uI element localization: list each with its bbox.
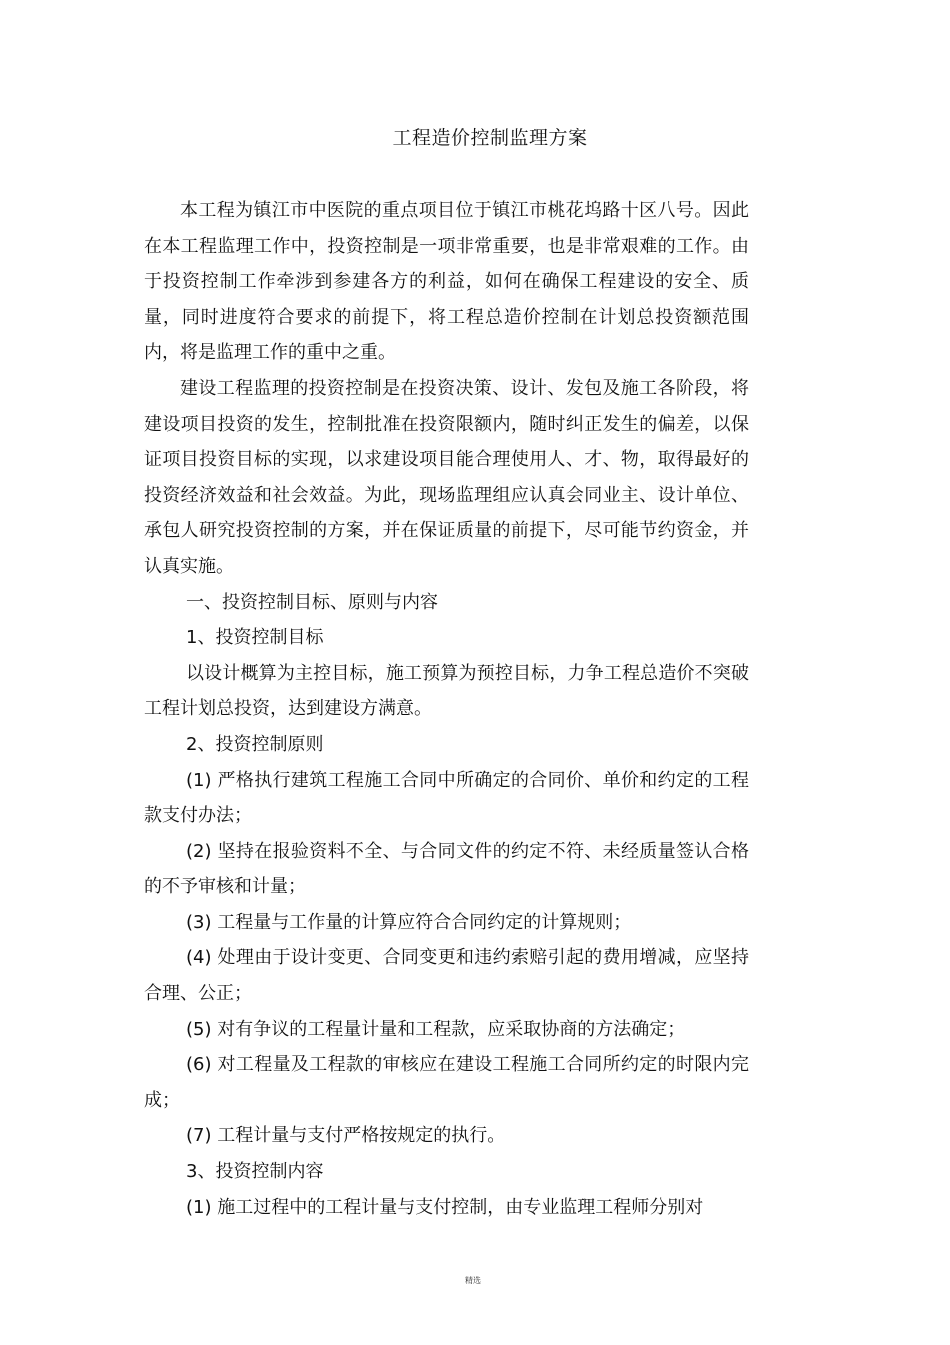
paragraph-target: 以设计概算为主控目标，施工预算为预控目标，力争工程总造价不突破工程计划总投资，达到建设方满意。 bbox=[144, 662, 749, 720]
section-heading-1: 一、投资控制目标、原则与内容 bbox=[186, 591, 438, 613]
paragraph-intro: 本工程为镇江市中医院的重点项目位于镇江市桃花坞路十区八号。因此在本工程监理工作中，投资控制是一项非常重要，也是非常艰难的工作。由于投资控制工作牵涉到参建各方的利益，如何在确保工程建设的安全、质量，同时进度符合要求的前提下，将工程总造价控制在计划总投资额范围内，将是监理工作的重中之重。 bbox=[144, 200, 749, 364]
subsection-heading-target: 1、投资控制目标 bbox=[186, 627, 324, 649]
principle-item-6: (6) 对工程量及工程款的审核应在建设工程施工合同所约定的时限内完成； bbox=[144, 1054, 749, 1111]
document-title: 工程造价控制监理方案 bbox=[392, 127, 588, 149]
principle-item-2: (2) 坚持在报验资料不全、与合同文件的约定不符、未经质量签认合格的不予审核和计量； bbox=[144, 840, 749, 898]
paragraph-definition: 建设工程监理的投资控制是在投资决策、设计、发包及施工各阶段，将建设项目投资的发生，控制批准在投资限额内，随时纠正发生的偏差，以保证项目投资目标的实现，以求建设项目能合理使用人、才、物，取得最好的投资经济效益和社会效益。为此，现场监理组应认真会同业主、设计单位、承包人研究投资控制的方案，并在保证质量的前提下，尽可能节约资金，并认真实施。 bbox=[144, 377, 749, 577]
subsection-heading-content: 3、投资控制内容 bbox=[186, 1161, 324, 1183]
principle-item-4: (4) 处理由于设计变更、合同变更和违约索赔引起的费用增减，应坚持合理、公正； bbox=[144, 947, 749, 1005]
principle-item-3: (3) 工程量与工作量的计算应符合合同约定的计算规则； bbox=[186, 911, 632, 933]
principle-item-5: (5) 对有争议的工程量计量和工程款，应采取协商的方法确定； bbox=[186, 1018, 686, 1040]
principle-item-1: (1) 严格执行建筑工程施工合同中所确定的合同价、单价和约定的工程款支付办法； bbox=[144, 769, 749, 827]
principle-item-7: (7) 工程计量与支付严格按规定的执行。 bbox=[186, 1125, 506, 1147]
subsection-heading-principles: 2、投资控制原则 bbox=[186, 733, 324, 755]
content-item-1: (1) 施工过程中的工程计量与支付控制，由专业监理工程师分别对 bbox=[186, 1196, 704, 1218]
page-footer: 精选 bbox=[465, 1276, 481, 1285]
document-body bbox=[144, 193, 749, 1225]
